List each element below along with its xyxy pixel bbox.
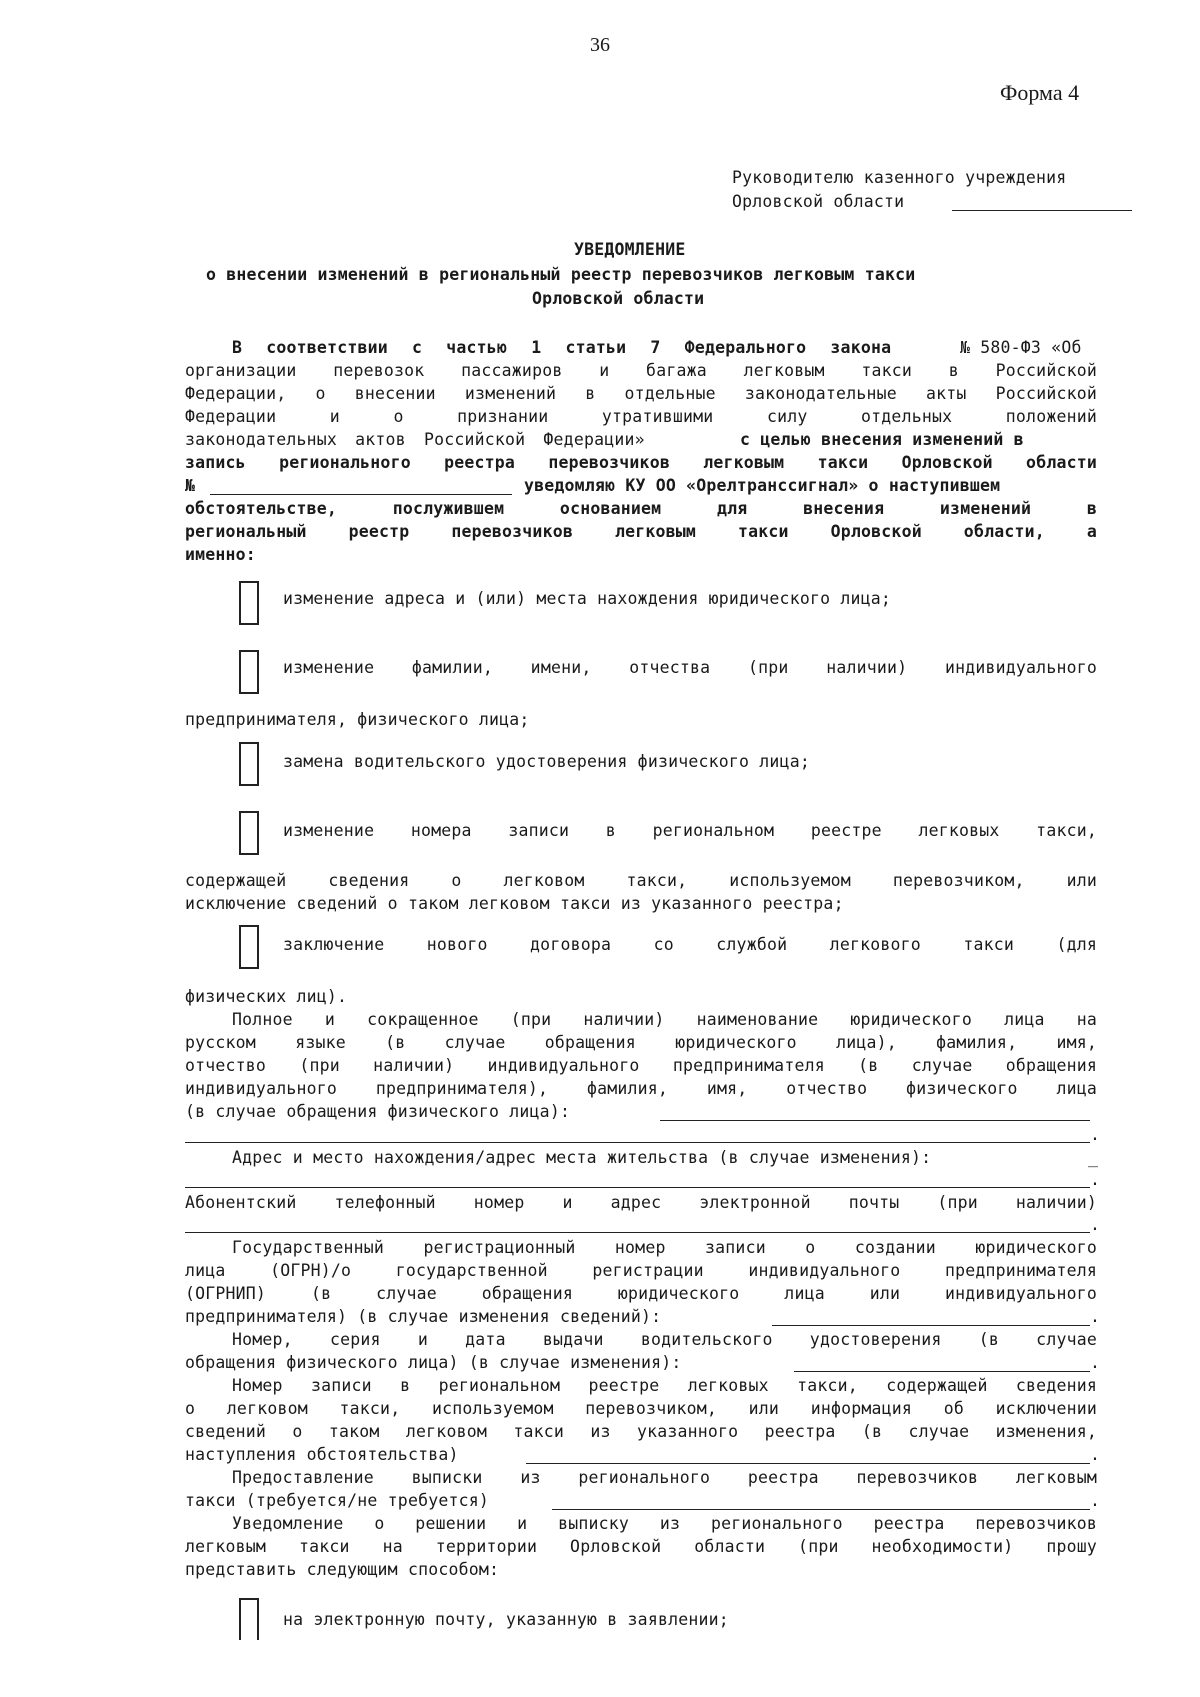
intro-line-10: именно: xyxy=(185,545,256,564)
option-contract-label-2: физических лиц). xyxy=(185,987,348,1006)
extract-input-line[interactable] xyxy=(552,1509,1090,1510)
phone-field-label: Абонентский телефонный номер и адрес электронной почты (при наличии) xyxy=(185,1193,1097,1212)
option-contract-checkbox[interactable] xyxy=(239,925,259,969)
doc-subtitle-1: о внесении изменений в региональный реестр перевозчиков легковым такси xyxy=(206,265,916,284)
record-input-dot: . xyxy=(1090,1445,1101,1464)
address-field-label: Адрес и место нахождения/адрес места жительства (в случае изменения): xyxy=(232,1148,932,1167)
form-label: Форма 4 xyxy=(1000,80,1080,105)
option-name-label-1: изменение фамилии, имени, отчества (при наличии) индивидуального xyxy=(283,658,1097,677)
delivery-label-3: представить следующим способом: xyxy=(185,1560,500,1579)
intro-line-2: организации перевозок пассажиров и багажа легковым такси в Российской xyxy=(185,361,1097,380)
delivery-label-2: легковым такси на территории Орловской области (при необходимости) прошу xyxy=(185,1537,1097,1556)
registry-number-field[interactable] xyxy=(210,494,512,495)
record-field-label-2: о легковом такси, используемом перевозчиком, или информация об исключении xyxy=(185,1399,1097,1418)
extract-input-dot: . xyxy=(1090,1491,1101,1510)
intro-line-4: Федерации и о признании утратившими силу отдельных положений xyxy=(185,407,1097,426)
option-address-label: изменение адреса и (или) места нахождения юридического лица; xyxy=(283,589,892,608)
option-name-label-2: предпринимателя, физического лица; xyxy=(185,710,530,729)
option-license-checkbox[interactable] xyxy=(239,742,259,786)
record-field-label-4: наступления обстоятельства) xyxy=(185,1445,459,1464)
intro-line-6: запись регионального реестра перевозчиков легковым такси Орловской области xyxy=(185,453,1097,472)
option-contract-label-1: заключение нового договора со службой легкового такси (для xyxy=(283,935,1097,954)
email-option-checkbox[interactable] xyxy=(239,1598,259,1640)
name-field-label-4: индивидуального предпринимателя), фамилия, имя, отчество физического лица xyxy=(185,1079,1097,1098)
name-field-label-2: русском языке (в случае обращения юридического лица), фамилия, имя, xyxy=(185,1033,1097,1052)
intro-line-9: региональный реестр перевозчиков легковым такси Орловской области, а xyxy=(185,522,1097,541)
name-field-label-5: (в случае обращения физического лица): xyxy=(185,1102,571,1121)
option-record-label-1: изменение номера записи в региональном реестре легковых такси, xyxy=(283,821,1097,840)
addressee-line-1: Руководителю казенного учреждения xyxy=(732,168,1067,187)
ogrn-field-label-3: (ОГРНИП) (в случае обращения юридического лица или индивидуального xyxy=(185,1284,1097,1303)
license-input-line[interactable] xyxy=(794,1371,1090,1372)
intro-line-1-bold: В соответствии с частью 1 статьи 7 Федерального закона xyxy=(232,338,892,357)
phone-input-line[interactable] xyxy=(185,1232,1090,1233)
record-field-label-3: сведений о таком легковом такси из указанного реестра (в случае изменения, xyxy=(185,1422,1097,1441)
license-field-label-1: Номер, серия и дата выдачи водительского удостоверения (в случае xyxy=(232,1330,1097,1349)
option-record-checkbox[interactable] xyxy=(239,811,259,855)
ogrn-field-label-1: Государственный регистрационный номер записи о создании юридического xyxy=(232,1238,1097,1257)
delivery-label-1: Уведомление о решении и выписку из регионального реестра перевозчиков xyxy=(232,1514,1097,1533)
name-input-line-1[interactable] xyxy=(660,1120,1090,1121)
intro-line-1-rest: № 580-ФЗ «Об xyxy=(960,338,1082,357)
license-input-dot: . xyxy=(1090,1353,1101,1372)
ogrn-field-label-2: лица (ОГРН)/о государственной регистрации индивидуального предпринимателя xyxy=(185,1261,1097,1280)
extract-field-label-1: Предоставление выписки из регионального реестра перевозчиков легковым xyxy=(232,1468,1097,1487)
intro-line-8: обстоятельстве, послужившем основанием для внесения изменений в xyxy=(185,499,1097,518)
phone-input-dot: . xyxy=(1090,1215,1101,1234)
address-input-dot: . xyxy=(1090,1170,1101,1189)
intro-line-5-bold: с целью внесения изменений в xyxy=(740,430,1024,449)
record-field-label-1: Номер записи в региональном реестре легковых такси, содержащей сведения xyxy=(232,1376,1097,1395)
intro-line-5-plain: законодательных актов Российской Федерации» xyxy=(185,430,645,449)
page-number: 36 xyxy=(590,34,610,56)
name-input-line-2[interactable] xyxy=(185,1142,1090,1143)
extract-field-label-2: такси (требуется/не требуется) xyxy=(185,1491,490,1510)
record-input-line[interactable] xyxy=(526,1463,1090,1464)
ogrn-field-label-4: предпринимателя) (в случае изменения сведений): xyxy=(185,1307,662,1326)
doc-subtitle-2: Орловской области xyxy=(532,289,705,308)
email-option-label: на электронную почту, указанную в заявлении; xyxy=(283,1610,729,1629)
option-record-label-3: исключение сведений о таком легковом такси из указанного реестра; xyxy=(185,894,844,913)
option-license-label: замена водительского удостоверения физического лица; xyxy=(283,752,810,771)
intro-line-7-rest: уведомляю КУ ОО «Орелтранссигнал» о наступившем xyxy=(524,476,1001,495)
intro-line-3: Федерации, о внесении изменений в отдельные законодательные акты Российской xyxy=(185,384,1097,403)
ogrn-input-line[interactable] xyxy=(772,1325,1090,1326)
doc-title: УВЕДОМЛЕНИЕ xyxy=(574,240,686,259)
intro-line-7-number-sign: № xyxy=(185,476,196,495)
ogrn-input-dot: . xyxy=(1090,1307,1101,1326)
license-field-label-2: обращения физического лица) (в случае изменения): xyxy=(185,1353,682,1372)
addressee-signature-field[interactable] xyxy=(952,210,1132,211)
option-record-label-2: содержащей сведения о легковом такси, используемом перевозчиком, или xyxy=(185,871,1097,890)
option-address-checkbox[interactable] xyxy=(239,581,259,625)
address-input-line[interactable] xyxy=(185,1187,1090,1188)
name-field-label-3: отчество (при наличии) индивидуального предпринимателя (в случае обращения xyxy=(185,1056,1097,1075)
option-name-checkbox[interactable] xyxy=(239,650,259,694)
name-input-dot: . xyxy=(1090,1125,1101,1144)
addressee-line-2: Орловской области xyxy=(732,192,905,211)
name-field-label-1: Полное и сокращенное (при наличии) наименование юридического лица на xyxy=(232,1010,1097,1029)
address-field-underscore: _ xyxy=(1088,1148,1099,1167)
